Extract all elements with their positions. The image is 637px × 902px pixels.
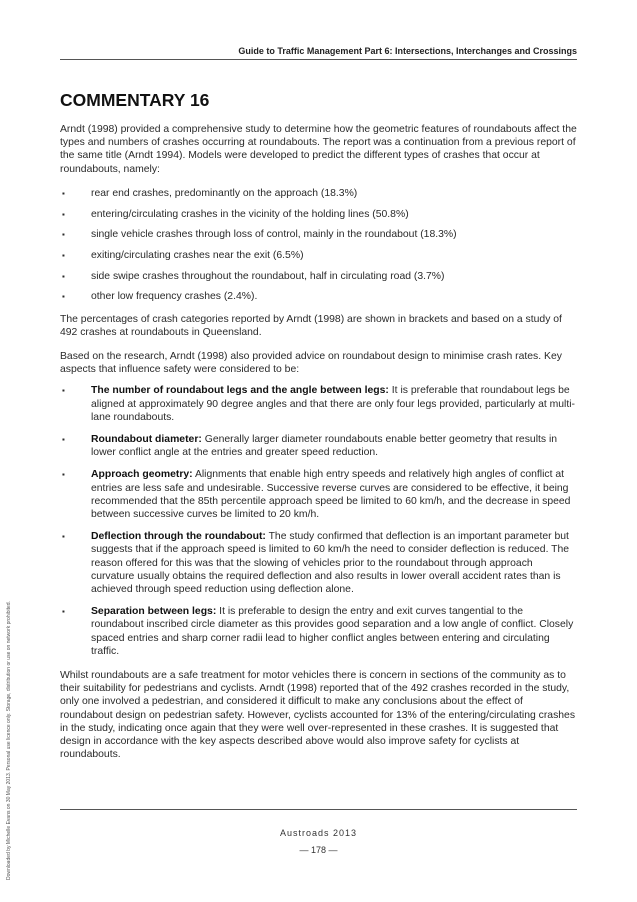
list-item (60, 605, 577, 658)
aspect-term: The number of roundabout legs and the angle between legs: (91, 385, 389, 397)
footer-organisation: Austroads 2013 (279, 828, 358, 838)
list-item: ▪ entering/circulating crashes in the vicinity of the holding lines (50.8%) (60, 208, 577, 221)
crash-type-list (60, 187, 577, 304)
list-item: ▪ single vehicle crashes through loss of control, mainly in the roundabout (18.3%) (60, 228, 577, 241)
list-item: ▪ side swipe crashes throughout the roundabout, half in circulating road (3.7%) (60, 270, 577, 283)
aspect-text: The study confirmed that deflection is an important parameter but suggests that if the approach speed is limited to 60 km/h the need to consider deflection is reduced. The reason offered for this was that the slowing of vehicles prior to the roundabout through approach curvature usually obtains the required deflection and also results in lower overall accident rates than is achieved through speed reduction using deflection alone. (91, 531, 570, 595)
running-header: Guide to Traffic Management Part 6: Intersections, Interchanges and Crossings (60, 46, 577, 60)
aspect-text: It is preferable that roundabout legs be aligned at approximately 90 degree angles and that there are only four legs provided, particularly at multi-lane roundabouts. (91, 385, 576, 423)
list-item: ▪ other low frequency crashes (2.4%). (60, 290, 577, 303)
research-paragraph: Based on the research, Arndt (1998) also provided advice on roundabout design to minimise crash rates. Key aspects that influence safety were considered to be: (60, 350, 562, 376)
aspect-text: Generally larger diameter roundabouts enable better geometry that results in lower conflict angle at the entries and greater speed reduction. (91, 433, 558, 459)
list-item (60, 530, 577, 596)
percentages-paragraph: The percentages of crash categories reported by Arndt (1998) are shown in brackets and based on a study of 492 crashes at roundabouts in Queensland. (60, 313, 562, 338)
aspect-text: It is preferable to design the entry and exit curves tangential to the roundabout inscribed circle diameter as this provides good separation and a low angle of conflict. Closely spaced entries and sharp corner radii lead to higher conflict angles between entering and circulating traffic. (91, 606, 574, 657)
list-item (60, 384, 577, 424)
intro-paragraph: Arndt (1998) provided a comprehensive study to determine how the geometric features of roundabouts affect the types and numbers of crashes occurring at roundabouts. The report was a continuation from a previous report of the same title (Arndt 1994). Models were developed to predict the different types of crashes that occur at roundabouts, namely: (60, 124, 577, 175)
aspect-term: Roundabout diameter: (91, 433, 202, 445)
aspect-term: Approach geometry: (91, 469, 193, 481)
aspect-text: Alignments that enable high entry speeds and relatively high angles of conflict at entries are less safe and undesirable. Successive reverse curves are considered to be effective, it being recommended that the 85th percentile approach speed be limited to 60 km/h, and the decrease in speed between successive curves be limited to 20 km/h. (91, 469, 571, 520)
download-watermark: Downloaded by Michelle Evans on 30 May 2013. Personal use licence only. Storage, distribution or use on network prohibited. (6, 601, 12, 880)
list-item: ▪ rear end crashes, predominantly on the approach (18.3%) (60, 187, 577, 200)
page-number: — 178 — (299, 845, 338, 855)
aspect-term: Separation between legs: (91, 606, 217, 618)
key-aspects-list (60, 384, 577, 658)
list-item: ▪ exiting/circulating crashes near the exit (6.5%) (60, 249, 577, 262)
list-item (60, 433, 577, 459)
commentary-body (60, 123, 577, 772)
list-item (60, 468, 577, 521)
closing-paragraph: Whilst roundabouts are a safe treatment for motor vehicles there is concern in sections of the community as to their suitability for pedestrians and cyclists. Arndt (1998) reported that of the 492 crashes recorded in the study, only one involved a pedestrian, and considered it difficult to make any conclusions about the effect of roundabout design on pedestrian safety. However, cyclists accounted for 13% of the entering/circulating crashes in the study, indicating once again that they were well over-represented in these crashes. It is suggested that design in accordance with the key aspects described above would also improve safety for cyclists at roundabouts. (60, 670, 576, 761)
aspect-term: Deflection through the roundabout: (91, 531, 266, 543)
section-title: COMMENTARY 16 (60, 90, 210, 110)
footer-divider (60, 809, 577, 810)
